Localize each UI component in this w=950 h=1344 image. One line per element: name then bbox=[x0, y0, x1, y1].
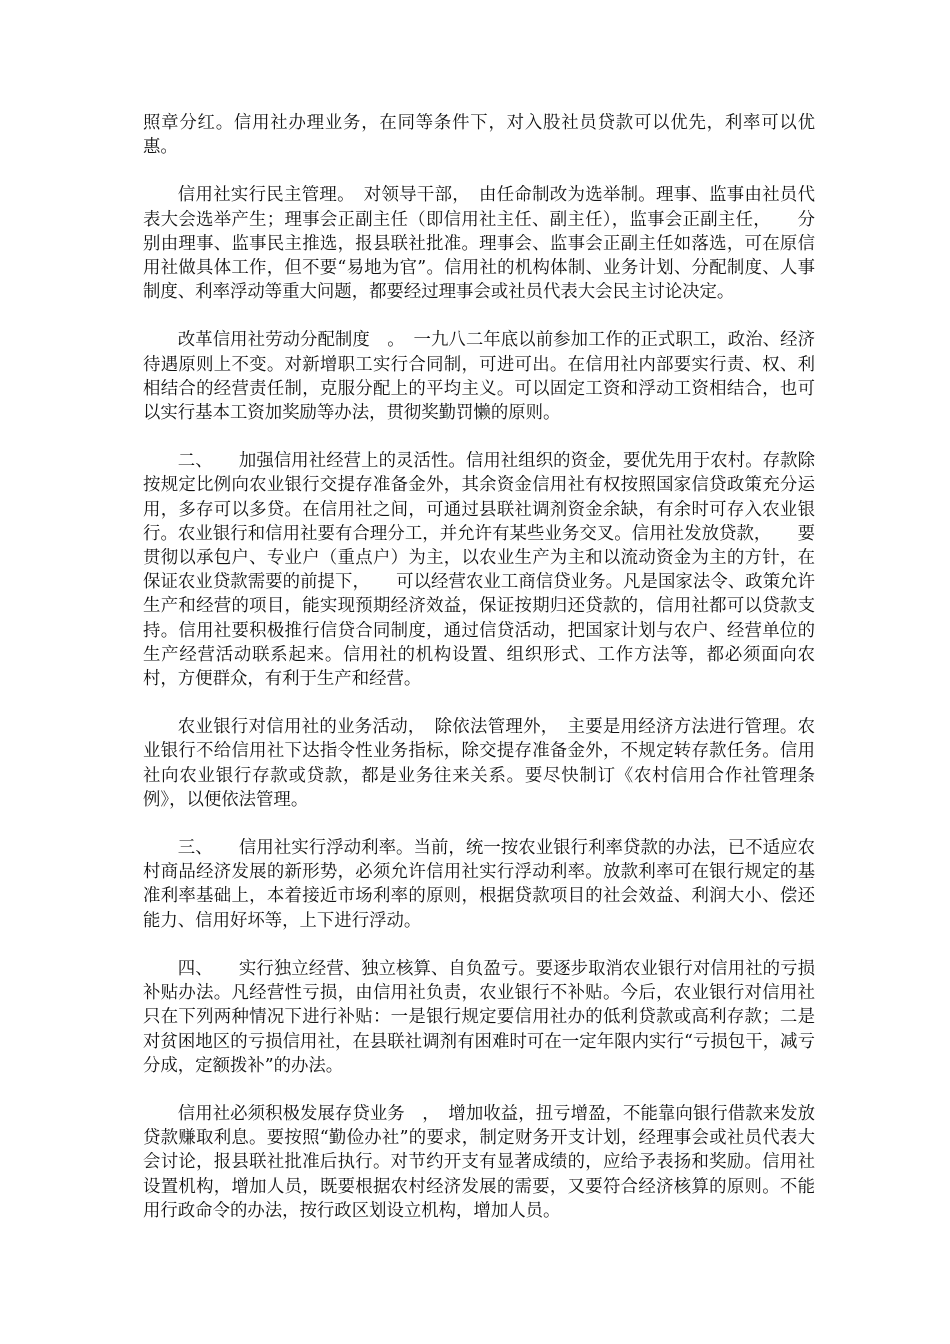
paragraph-7: 四、 实行独立经营、独立核算、自负盈亏。要逐步取消农业银行对信用社的亏损补贴办法。凡经营性亏损，由信用社负责，农业银行不补贴。今后，农业银行对信用社只在下列两种情况下进行补贴：一是银行规定要信用社办的低利贷款或高利存款；二是对贫困地区的亏损信用社，在县联社调剂有困难时可在一定年限内实行“亏损包干，减亏分成，定额拨补”的办法。 bbox=[143, 958, 815, 1076]
paragraph-6: 三、 信用社实行浮动利率。当前，统一按农业银行利率贷款的办法，已不适应农村商品经济发展的新形势，必须允许信用社实行浮动利率。放款利率可在银行规定的基准利率基础上，本着接近市场利率的原则，根据贷款项目的社会效益、利润大小、偿还能力、信用好坏等，上下进行浮动。 bbox=[143, 838, 815, 931]
paragraph-4: 二、 加强信用社经营上的灵活性。信用社组织的资金，要优先用于农村。存款除按规定比例向农业银行交提存准备金外，其余资金信用社有权按照国家信贷政策充分运用，多存可以多贷。在信用社之间，可通过县联社调剂资金余缺，有余时可存入农业银行。农业银行和信用社要有合理分工，并允许有某些业务交叉。信用社发放贷款， 要贯彻以承包户、专业户（重点户）为主，以农业生产为主和以流动资金为主的方针，在保证农业贷款需要的前提下， 可以经营农业工商信贷业务。凡是国家法令、政策允许生产和经营的项目，能实现预期经济效益，保证按期归还贷款的，信用社都可以贷款支持。信用社要积极推行信贷合同制度，通过信贷活动，把国家计划与农户、经营单位的生产经营活动联系起来。信用社的机构设置、组织形式、工作方法等，都必须面向农村，方便群众，有利于生产和经营。 bbox=[143, 451, 815, 690]
paragraph-2: 信用社实行民主管理。 对领导干部， 由任命制改为选举制。理事、监事由社员代表大会选举产生；理事会正副主任（即信用社主任、副主任），监事会正副主任， 分别由理事、监事民主推选，报县联社批准。理事会、监事会正副主任如落选，可在原信用社做具体工作，但不要“易地为官”。信用社的机构体制、业务计划、分配制度、人事制度、利率浮动等重大问题，都要经过理事会或社员代表大会民主讨论决定。 bbox=[143, 185, 815, 303]
paragraph-8: 信用社必须积极发展存贷业务 ， 增加收益，扭亏增盈，不能靠向银行借款来发放贷款赚取利息。要按照“勤俭办社”的要求，制定财务开支计划，经理事会或社员代表大会讨论，报县联社批准后执行。对节约开支有显著成绩的，应给予表扬和奖励。信用社设置机构，增加人员，既要根据农村经济发展的需要，又要符合经济核算的原则。不能用行政命令的办法，按行政区划设立机构，增加人员。 bbox=[143, 1103, 815, 1221]
paragraph-1: 照章分红。信用社办理业务，在同等条件下，对入股社员贷款可以优先，利率可以优惠。 bbox=[143, 113, 815, 158]
document-body bbox=[143, 111, 815, 1247]
paragraph-5: 农业银行对信用社的业务活动， 除依法管理外， 主要是用经济方法进行管理。农业银行不给信用社下达指令性业务指标，除交提存准备金外，不规定转存款任务。信用社向农业银行存款或贷款，都是业务往来关系。要尽快制订《农村信用合作社管理条例》，以便依法管理。 bbox=[143, 717, 815, 810]
paragraph-3: 改革信用社劳动分配制度 。 一九八二年底以前参加工作的正式职工，政治、经济待遇原则上不变。对新增职工实行合同制，可进可出。在信用社内部要实行责、权、利相结合的经营责任制，克服分配上的平均主义。可以固定工资和浮动工资相结合，也可以实行基本工资加奖励等办法，贯彻奖勤罚懒的原则。 bbox=[143, 330, 815, 424]
